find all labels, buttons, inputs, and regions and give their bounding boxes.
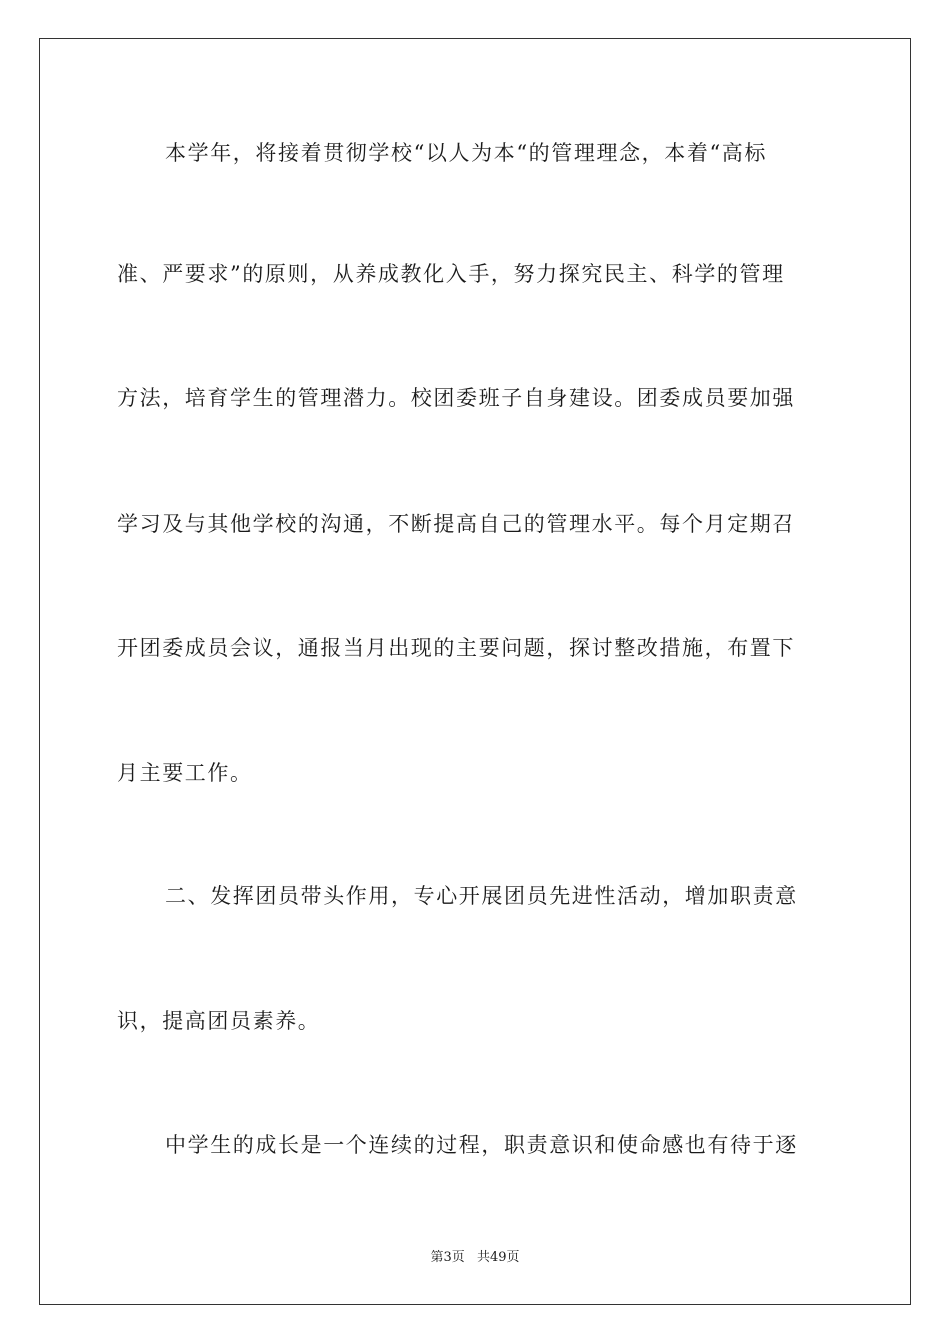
page-border bbox=[39, 38, 911, 1305]
paragraph-1-line-3: 方法，培育学生的管理潜力。校团委班子自身建设。团委成员要加强 bbox=[117, 386, 795, 410]
page-footer bbox=[0, 1246, 950, 1265]
paragraph-2-line-2: 识，提高团员素养。 bbox=[117, 1009, 321, 1033]
paragraph-1-line-1: 本学年，将接着贯彻学校“以人为本“的管理理念，本着“高标 bbox=[165, 141, 768, 165]
page-total: 共49页 bbox=[476, 1250, 520, 1265]
page-number: 第3页 bbox=[430, 1250, 465, 1265]
paragraph-2-line-1: 二、发挥团员带头作用，专心开展团员先进性活动，增加职责意 bbox=[165, 884, 798, 908]
paragraph-1-line-4: 学习及与其他学校的沟通，不断提高自己的管理水平。每个月定期召 bbox=[117, 512, 795, 536]
paragraph-3-line-1: 中学生的成长是一个连续的过程，职责意识和使命感也有待于逐 bbox=[165, 1133, 798, 1157]
paragraph-1-line-5: 开团委成员会议，通报当月出现的主要问题，探讨整改措施，布置下 bbox=[117, 636, 795, 660]
paragraph-1-line-6: 月主要工作。 bbox=[117, 761, 253, 785]
paragraph-1-line-2: 准、严要求”的原则，从养成教化入手，努力探究民主、科学的管理 bbox=[117, 262, 785, 286]
